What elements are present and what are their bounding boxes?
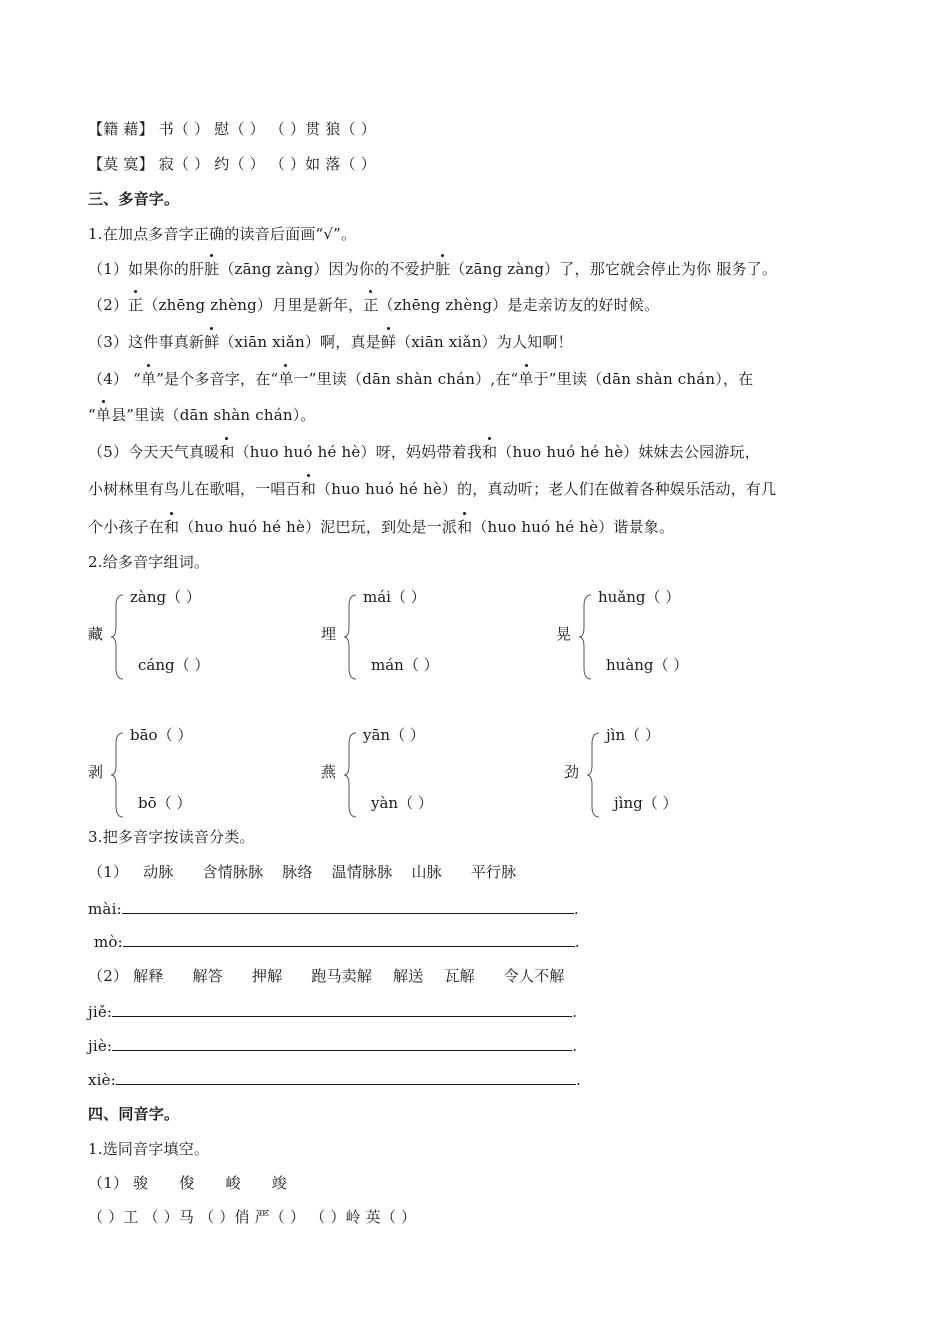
sentence-3: （3）这件事真新鲜（xiān xiǎn）啊，真是鲜（xiān xiǎn）为人知啊！ [88,333,573,351]
reading-bottom: mán（ ） [371,656,439,674]
word-group [88,724,318,824]
brace-icon [110,732,126,818]
dotted-char: 单 [95,406,112,424]
question-1-title: 1.在加点多音字正确的读音后面画“√”。 [88,225,357,243]
reading-top: huǎng（ ） [598,588,681,606]
word-group [556,586,786,686]
sentence-4a: （4） “单”是个多音字，在“单一”里读（dān shàn chán）,在“单于”里读（dān shàn chán），在 [88,370,754,388]
reading-top: zàng（ ） [130,588,201,606]
group-char: 燕 [321,763,337,781]
question-2-title: 2.给多音字组词。 [88,553,210,571]
word-list-mai: （1） 动脉 含情脉脉 脉络 温情脉脉 山脉 平行脉 [88,863,517,881]
dotted-char: 和 [219,443,235,461]
sentence-5a: （5）今天天气真暖和（huo huó hé hè）呀，妈妈带着我和（huo huó hé hè）妹妹去公园游玩， [88,443,760,461]
reading-bottom: jìng（ ） [614,794,678,812]
reading-top: jìn（ ） [606,726,660,744]
group-char: 藏 [88,625,104,643]
answer-blank[interactable] [112,1001,572,1017]
dotted-char: 鲜 [380,333,397,351]
dotted-char: 单 [518,370,534,388]
homophone-blanks[interactable]: （ ）工 （ ）马 （ ）俏 严（ ） （ ）岭 英（ ） [88,1208,417,1226]
brace-icon [343,732,359,818]
answer-blank[interactable] [122,898,574,914]
dotted-char: 正 [128,296,144,314]
answer-blank[interactable] [116,1069,576,1085]
reading-bottom: bō（ ） [138,794,192,812]
answer-blank[interactable] [112,1035,572,1051]
answer-line-mai[interactable]: mài: . [88,900,579,918]
sentence-2: （2）正（zhēng zhèng）月里是新年，正（zhēng zhèng）是走亲访友的好时候。 [88,296,660,314]
brace-icon [343,594,359,680]
group-char: 剥 [88,763,104,781]
sentence-4b: “单县”里读（dān shàn chán）。 [88,406,316,424]
reading-bottom: yàn（ ） [371,794,433,812]
answer-line-xie[interactable]: xiè: . [88,1071,581,1089]
dotted-char: 和 [300,480,317,498]
homophone-question-title: 1.选同音字填空。 [88,1140,210,1158]
word-group [88,586,318,686]
dotted-char: 脏 [434,260,451,278]
question-3-title: 3.把多音字按读音分类。 [88,828,255,846]
dotted-char: 和 [164,518,180,536]
dotted-char: 单 [278,370,294,388]
brace-icon [586,732,602,818]
group-char: 劲 [564,763,580,781]
reading-top: yān（ ） [363,726,425,744]
sentence-5b: 小树林里有鸟儿在歌唱，一唱百和（huo huó hé hè）的，真动听；老人们在做着各种娱乐活动，有几 [88,480,777,498]
answer-blank[interactable] [123,931,575,947]
dotted-char: 鲜 [204,333,220,351]
answer-line-jie4[interactable]: jiè: . [88,1037,578,1055]
word-list-jie: （2） 解释 解答 押解 跑马卖解 解送 瓦解 令人不解 [88,967,565,985]
word-group [321,724,551,824]
brace-icon [110,594,126,680]
reading-bottom: cáng（ ） [138,656,210,674]
dotted-char: 和 [457,518,473,536]
char-line-mo: 【莫 寞】 寂（ ） 约（ ） （ ）如 落（ ） [88,155,376,173]
brace-icon [578,594,594,680]
section-title-homophones: 四、同音字。 [88,1105,180,1123]
group-char: 埋 [321,625,337,643]
sentence-1: （1）如果你的肝脏（zāng zàng）因为你的不爱护脏（zāng zàng）了，那它就会停止为你 服务了。 [88,260,778,278]
homophone-word-list: （1） 骏 俊 峻 竣 [88,1174,287,1192]
answer-line-jie3[interactable]: jiě: . [88,1003,578,1021]
dotted-char: 单 [140,370,157,388]
group-char: 晃 [556,625,572,643]
dotted-char: 正 [363,296,379,314]
word-group [564,724,794,824]
section-title-polyphonic: 三、多音字。 [88,190,180,208]
reading-bottom: huàng（ ） [606,656,689,674]
word-group [321,586,551,686]
reading-top: mái（ ） [363,588,426,606]
dotted-char: 和 [482,443,498,461]
char-line-ji: 【籍 藉】 书（ ） 慰（ ） （ ）贯 狼（ ） [88,120,376,138]
dotted-char: 脏 [204,260,220,278]
answer-line-mo[interactable]: mò: . [94,933,580,951]
sentence-5c: 个小孩子在和（huo huó hé hè）泥巴玩，到处是一派和（huo huó hé hè）谐景象。 [88,518,675,536]
reading-top: bāo（ ） [130,726,193,744]
